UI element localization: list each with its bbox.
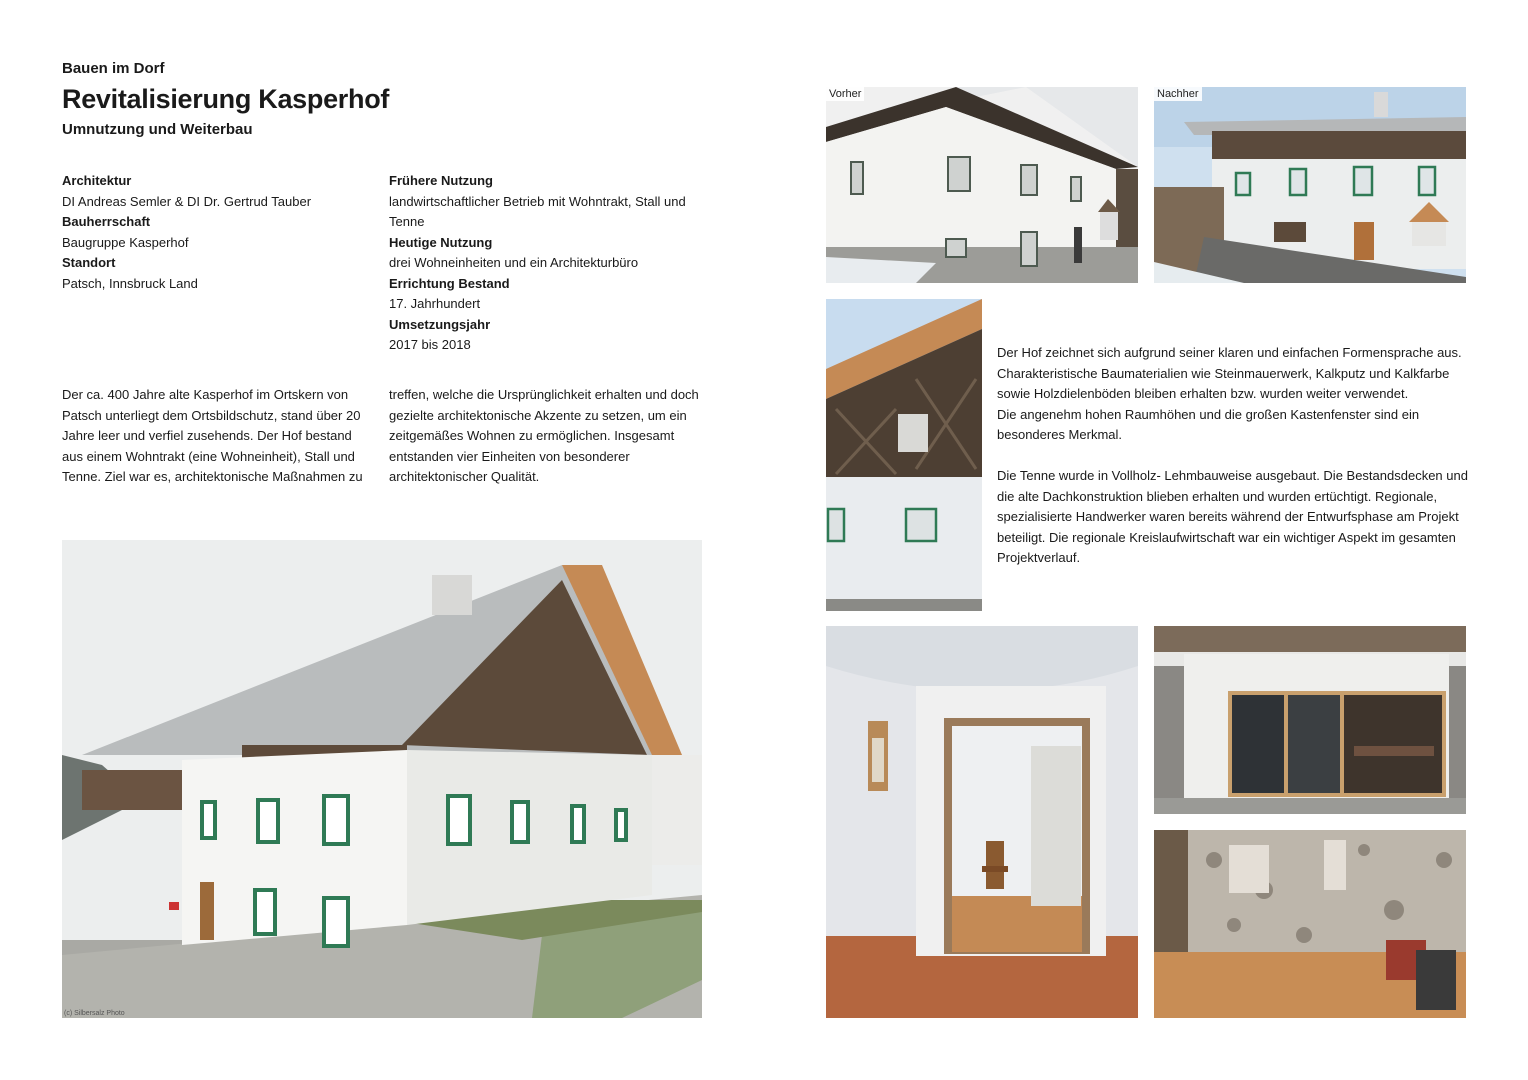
fact-value-heutige-nutzung: drei Wohneinheiten und ein Architekturbüro — [389, 255, 639, 270]
description-paragraph-3: Die Tenne wurde in Vollholz- Lehmbauweise ausgebaut. Die Bestandsdecken und die alte Dachkonstruktion blieben erhalten und wurden ertüchtigt. Regionale, spezialisierte Handwerker waren bereits während der Entwurfsphase am Projekt beteiligt. Die regionale Kreislaufwirtschaft war ein wichtiger Aspekt im gesamten Projektverlauf. — [997, 468, 1468, 565]
fact-label-errichtung: Errichtung Bestand — [389, 275, 510, 291]
interior-hallway-photo — [826, 626, 1138, 1018]
description-paragraph-2: Die angenehm hohen Raumhöhen und die großen Kastenfenster sind ein besonderes Merkmal. — [997, 406, 1420, 442]
body-text-column-1: Der ca. 400 Jahre alte Kasperhof im Ortskern von Patsch unterliegt dem Ortsbildschutz, stand über 20 Jahre leer und verfiel zusehends. Der Hof bestand aus einem Wohntrakt (eine Wohneinheit), Stall und Tenne. Ziel war es, architektonische Maßnahmen zu — [62, 387, 363, 484]
terrace-photo — [1154, 626, 1466, 814]
stone-wall-interior-photo — [1154, 830, 1466, 1018]
project-facts-right — [389, 171, 709, 356]
after-label: Nachher — [1154, 87, 1202, 101]
after-photo — [1154, 87, 1466, 283]
fact-label-standort: Standort — [62, 255, 116, 270]
page-title: Revitalisierung Kasperhof — [62, 84, 390, 114]
fact-value-bauherrschaft: Baugruppe Kasperhof — [62, 234, 189, 250]
fact-value-umsetzungsjahr: 2017 bis 2018 — [389, 337, 471, 352]
before-photo — [826, 87, 1138, 283]
description-paragraph-1: Der Hof zeichnet sich aufgrund seiner klaren und einfachen Formensprache aus. Charakteristische Baumaterialien wie Steinmauerwerk, Kalkputz und Kalkfarbe sowie Holzdielenböden bleiben erhalten bzw. wurden weiter verwendet. — [997, 345, 1462, 401]
fact-label-fruehere-nutzung: Frühere Nutzung — [389, 173, 493, 188]
main-exterior-photo — [62, 540, 702, 1018]
fact-label-umsetzungsjahr: Umsetzungsjahr — [389, 316, 491, 332]
fact-label-bauherrschaft: Bauherrschaft — [62, 214, 151, 229]
gable-detail-photo — [826, 299, 982, 611]
fact-value-architektur: DI Andreas Semler & DI Dr. Gertrud Tauber — [62, 193, 312, 209]
fact-value-standort: Patsch, Innsbruck Land — [62, 275, 198, 291]
fact-label-heutige-nutzung: Heutige Nutzung — [389, 234, 493, 250]
description-text — [997, 343, 1472, 569]
body-text-column-2: treffen, welche die Ursprünglichkeit erhalten und doch gezielte architektonische Akzente zu setzen, um ein zeitgemäßes Wohnen zu ermöglichen. Insgesamt entstanden vier Einheiten von besonderer architektonischer Qualität. — [389, 387, 699, 484]
photo-credit: (c) Silbersalz Photo — [64, 1010, 125, 1017]
page-subtitle: Umnutzung und Weiterbau — [62, 121, 253, 138]
fact-value-errichtung: 17. Jahrhundert — [389, 296, 481, 311]
fact-label-architektur: Architektur — [62, 173, 132, 188]
project-facts-left — [62, 171, 362, 294]
section-kicker: Bauen im Dorf — [62, 60, 165, 77]
before-label: Vorher — [826, 87, 864, 101]
fact-value-fruehere-nutzung: landwirtschaftlicher Betrieb mit Wohntrakt, Stall und Tenne — [389, 193, 686, 229]
